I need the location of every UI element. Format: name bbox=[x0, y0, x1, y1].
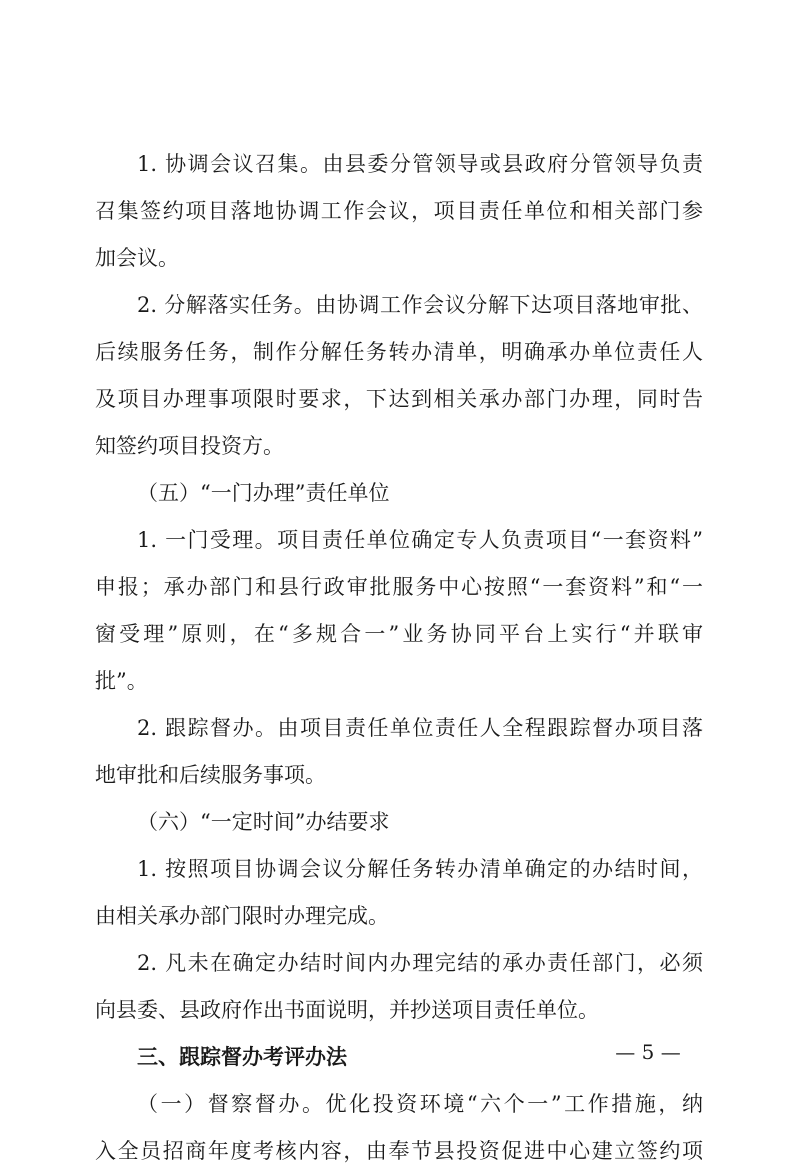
paragraph-line: 入全员招商年度考核内容，由奉节县投资促进中心建立签约项 bbox=[95, 1139, 703, 1163]
chapter-heading: 三、跟踪督办考评办法 bbox=[137, 1045, 347, 1069]
page-number: — 5 — bbox=[615, 1040, 681, 1064]
paragraph-line: 后续服务任务，制作分解任务转办清单，明确承办单位责任人 bbox=[95, 340, 703, 364]
paragraph-line: （一）督察督办。优化投资环境“六个一”工作措施，纳 bbox=[137, 1092, 703, 1116]
paragraph-line: 2. 凡未在确定办结时间内办理完结的承办责任部门，必须 bbox=[137, 951, 703, 975]
paragraph-line: 1. 协调会议召集。由县委分管领导或县政府分管领导负责 bbox=[137, 152, 703, 176]
paragraph-line: 1. 一门受理。项目责任单位确定专人负责项目“一套资料” bbox=[137, 528, 703, 552]
paragraph-line: 知签约项目投资方。 bbox=[95, 434, 284, 458]
section-heading: （六）“一定时间”办结要求 bbox=[137, 810, 390, 834]
paragraph-line: 向县委、县政府作出书面说明，并抄送项目责任单位。 bbox=[95, 998, 599, 1022]
paragraph-line: 加会议。 bbox=[95, 246, 179, 270]
paragraph-line: 2. 分解落实任务。由协调工作会议分解下达项目落地审批、 bbox=[137, 293, 703, 317]
paragraph-line: 批”。 bbox=[95, 669, 148, 693]
section-heading: （五）“一门办理”责任单位 bbox=[137, 481, 390, 505]
paragraph-line: 1. 按照项目协调会议分解任务转办清单确定的办结时间， bbox=[137, 857, 703, 881]
paragraph-line: 2. 跟踪督办。由项目责任单位责任人全程跟踪督办项目落 bbox=[137, 716, 703, 740]
paragraph-line: 由相关承办部门限时办理完成。 bbox=[95, 904, 389, 928]
document-body bbox=[95, 141, 703, 1175]
paragraph-line: 窗受理”原则，在“多规合一”业务协同平台上实行“并联审 bbox=[95, 622, 703, 646]
paragraph-line: 召集签约项目落地协调工作会议，项目责任单位和相关部门参 bbox=[95, 199, 703, 223]
paragraph-line: 及项目办理事项限时要求，下达到相关承办部门办理，同时告 bbox=[95, 387, 703, 411]
paragraph-line: 地审批和后续服务事项。 bbox=[95, 763, 326, 787]
paragraph-line: 申报；承办部门和县行政审批服务中心按照“一套资料”和“一 bbox=[95, 575, 703, 599]
